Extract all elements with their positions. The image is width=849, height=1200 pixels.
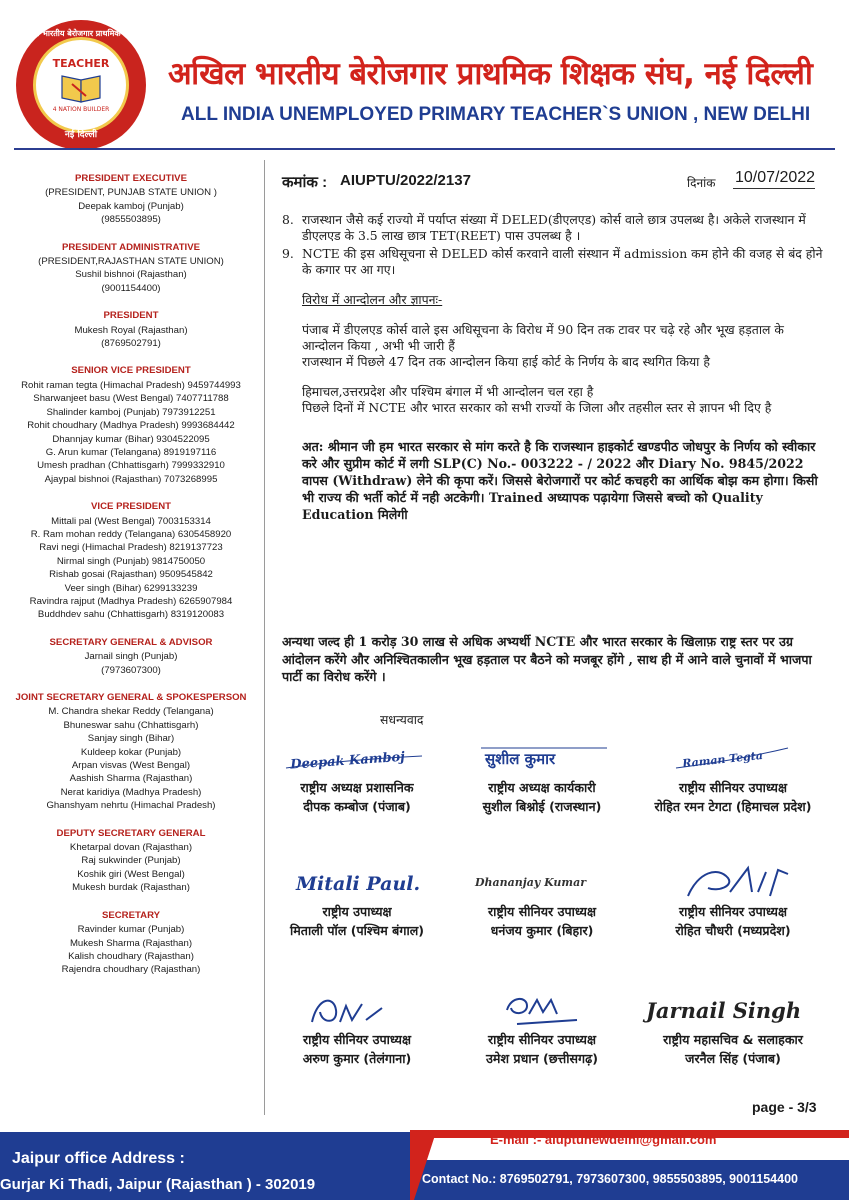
logo-tagline: 4 NATION BUILDER — [52, 106, 110, 113]
signatory-role: राष्ट्रीय उपाध्यक्ष — [322, 904, 392, 919]
member-line: Ravinder kumar (Punjab) — [77, 924, 185, 936]
section-vice-president — [0, 500, 262, 622]
signatory-name: धनंजय कुमार (बिहार) — [490, 923, 594, 938]
member-line: Nerat karidiya (Madhya Pradesh) — [60, 786, 202, 798]
signatory-role: राष्ट्रीय सीनियर उपाध्यक्ष — [679, 904, 787, 919]
member-line: Ravindra rajput (Madhya Pradesh) 6265907984 — [29, 595, 233, 607]
signature-image — [467, 738, 617, 778]
union-logo — [16, 20, 146, 150]
signature-scribble: Deepak Kamboj — [289, 749, 406, 773]
member-line: Rohit choudhary (Madhya Pradesh) 9993684442 — [27, 420, 235, 432]
signature-block — [633, 990, 833, 1068]
signatory-name: रोहित रमन टेगटा (हिमाचल प्रदेश) — [654, 799, 812, 814]
member-line: Aashish Sharma (Rajasthan) — [69, 773, 193, 785]
member-line: (PRESIDENT, PUNJAB STATE UNION ) — [45, 187, 217, 199]
footer-address-label: Jaipur office Address : — [12, 1150, 185, 1167]
paragraph-line: पिछले दिनों में NCTE और भारत सरकार को सभी राज्यों के जिला और तहसील स्तर से ज्ञापन भी दिए है — [302, 400, 772, 415]
signature-block — [633, 738, 833, 816]
point-number: 8. — [282, 212, 294, 227]
point-9 — [282, 246, 827, 278]
member-line: Nirmal singh (Punjab) 9814750050 — [56, 555, 206, 567]
member-line: Kuldeep kokar (Punjab) — [80, 746, 182, 758]
signatory-role: राष्ट्रीय सीनियर उपाध्यक्ष — [488, 1032, 596, 1047]
section-senior-vice-president — [0, 364, 262, 486]
signatory-name: जरनैल सिंह (पंजाब) — [685, 1051, 781, 1066]
signatory-role: राष्ट्रीय सीनियर उपाध्यक्ष — [679, 780, 787, 795]
signatory-role: राष्ट्रीय अध्यक्ष प्रशासनिक — [300, 780, 414, 795]
signature-image — [638, 990, 828, 1030]
signature-block — [262, 738, 452, 816]
footer-address: Gurjar Ki Thadi, Jaipur (Rajasthan ) - 302019 — [0, 1176, 316, 1193]
section-joint-secretary — [0, 691, 262, 813]
point-8 — [282, 212, 827, 244]
footer-contact-numbers: Contact No.: 8769502791, 7973607300, 9855503895, 9001154400 — [422, 1172, 798, 1186]
date-label: दिनांक — [687, 176, 716, 190]
member-line: Arpan visvas (West Bengal) — [71, 760, 191, 772]
member-line: Sharwanjeet basu (West Bengal) 7407711788 — [33, 393, 229, 405]
section-title: JOINT SECRETARY GENERAL & SPOKESPERSON — [15, 692, 247, 703]
member-line: Rishab gosai (Rajasthan) 9509545842 — [49, 569, 213, 581]
member-line: Shalinder kamboj (Punjab) 7973912251 — [46, 406, 216, 418]
logo-top-text: अखिल भारतीय बेरोजगार प्राथमिक शिक्षक संघ — [19, 29, 143, 49]
signatory-name: रोहित चौधरी (मध्यप्रदेश) — [675, 923, 791, 938]
signature-scribble: सुशील कुमार — [485, 750, 556, 768]
paragraph-line: राजस्थान में पिछले 47 दिन तक आन्दोलन किया हाई कोर्ट के निर्णय के बाद स्थगित किया है — [302, 354, 710, 369]
member-line: G. Arun kumar (Telangana) 8919197116 — [45, 446, 217, 458]
section-title: VICE PRESIDENT — [91, 501, 171, 513]
signatory-role: राष्ट्रीय सीनियर उपाध्यक्ष — [303, 1032, 411, 1047]
member-line: Bhuneswar sahu (Chhattisgarh) — [63, 719, 199, 731]
signature-scribble: Raman Tegta — [681, 748, 764, 771]
org-title-hindi: अखिल भारतीय बेरोजगार प्राथमिक शिक्षक संघ, नई दिल्ली — [168, 56, 813, 92]
member-line: Veer singh (Bihar) 6299133239 — [64, 582, 198, 594]
signature-block — [262, 990, 452, 1068]
date-underline — [733, 188, 815, 189]
signatory-role: राष्ट्रीय सीनियर उपाध्यक्ष — [488, 904, 596, 919]
protest-paragraph-1 — [302, 322, 827, 370]
signature-image — [467, 990, 617, 1030]
signature-scribble: Mitali Paul. — [296, 873, 421, 895]
signatory-name: दीपक कम्बोज (पंजाब) — [303, 799, 411, 814]
member-line: Sanjay singh (Bihar) — [87, 733, 175, 745]
section-title: SENIOR VICE PRESIDENT — [71, 365, 191, 377]
signature-image — [658, 738, 808, 778]
section-president — [0, 309, 262, 350]
section-president-executive — [0, 172, 262, 227]
protest-paragraph-2 — [302, 384, 827, 416]
signature-block — [447, 862, 637, 940]
point-text: NCTE की इस अधिसूचना से DELED कोर्स करवाने वाली संस्थान में admission कम होने की वजह से बंद होने के कगार पर आ गए। — [302, 246, 823, 277]
header-divider — [14, 148, 835, 150]
signature-image — [467, 862, 617, 902]
section-title: SECRETARY GENERAL & ADVISOR — [49, 636, 213, 648]
point-number: 9. — [282, 246, 294, 261]
member-line: (9001154400) — [101, 282, 161, 294]
footer-email[interactable]: E-mail :- aiuptunewdelhi@gmail.com — [490, 1132, 717, 1147]
member-line: R. Ram mohan reddy (Telangana) 6305458920 — [30, 528, 232, 540]
logo-word: TEACHER — [52, 57, 110, 70]
member-line: (8769502791) — [101, 338, 161, 350]
signatory-name: उमेश प्रधान (छत्तीसगढ़) — [486, 1051, 598, 1066]
signatory-name: मिताली पॉल (पश्चिम बंगाल) — [289, 923, 425, 938]
logo-bottom-text: नई दिल्ली — [64, 130, 98, 140]
section-president-administrative — [0, 241, 262, 296]
demand-paragraph: अत: श्रीमान जी हम भारत सरकार से मांग करते है कि राजस्थान हाइकोर्ट खण्डपीठ जोधपुर के निर्णय को स्वीकार करे और सुप्रीम कोर्ट में लगी SLP(C) No.- 003222 - / 2022 और Diary No. 9845/2022 वापस (Withdraw) लेने की कृपा करें। जिससे बेरोजगारों पर कोर्ट कचहरी का आर्थिक बोझ कम होगा। किसी भी राज्य की भर्ती कोर्ट में नही अटकेगी। Trained अध्यापक पढ़ायेगा जिससे बच्चो को Quality Education मिलेगी — [302, 439, 818, 522]
member-line: Buddhdev sahu (Chhattisgarh) 8319120083 — [37, 609, 225, 621]
member-line: Ravi negi (Himachal Pradesh) 8219137723 — [39, 542, 223, 554]
member-line: Mukesh Royal (Rajasthan) — [74, 324, 188, 336]
section-title: SECRETARY — [101, 909, 161, 921]
member-line: Mukesh burdak (Rajasthan) — [72, 882, 190, 894]
signature-image — [282, 738, 432, 778]
member-line: Koshik giri (West Bengal) — [77, 868, 185, 880]
section-title: PRESIDENT EXECUTIVE — [75, 173, 187, 184]
member-line: Ajaypal bishnoi (Rajasthan) 7073268995 — [44, 473, 218, 485]
signature-scribble: Jarnail Singh — [646, 998, 802, 1023]
sidebar-divider — [264, 160, 265, 1115]
member-line: Khetarpal dovan (Rajasthan) — [69, 842, 193, 854]
signature-block — [262, 862, 452, 940]
member-line: Mukesh Sharma (Rajasthan) — [69, 937, 193, 949]
member-line: Mittali pal (West Bengal) 7003153314 — [51, 515, 211, 527]
reference-label: कमांक : — [282, 174, 328, 191]
signature-image — [282, 862, 432, 902]
signatory-name: अरुण कुमार (तेलंगाना) — [302, 1051, 412, 1066]
footer-contact-area — [410, 1120, 849, 1200]
member-line: Rohit raman tegta (Himachal Pradesh) 9459744993 — [21, 379, 241, 391]
section-secretary-general — [0, 636, 262, 677]
member-line: Rajendra choudhary (Rajasthan) — [61, 964, 201, 976]
org-title-english: ALL INDIA UNEMPLOYED PRIMARY TEACHER`S UNION , NEW DELHI — [181, 104, 811, 125]
member-line: Umesh pradhan (Chhattisgarh) 7999332910 — [37, 460, 225, 472]
signature-block — [633, 862, 833, 940]
signature-block — [447, 738, 637, 816]
section-deputy-secretary — [0, 827, 262, 895]
logo-emblem — [33, 37, 129, 133]
reference-number: AIUPTU/2022/2137 — [340, 172, 471, 189]
member-line: Kalish choudhary (Rajasthan) — [68, 950, 194, 962]
member-line: Jarnail singh (Punjab) — [84, 651, 178, 663]
section-title: PRESIDENT — [103, 310, 159, 322]
office-bearers-sidebar — [0, 172, 262, 991]
open-book-icon — [58, 74, 104, 104]
member-line: Dhannjay kumar (Bihar) 9304522095 — [52, 433, 210, 445]
section-secretary — [0, 909, 262, 977]
member-line: Deepak kamboj (Punjab) — [78, 200, 184, 212]
date-value: 10/07/2022 — [735, 169, 816, 186]
footer-address-area — [0, 1132, 410, 1200]
signatory-role: राष्ट्रीय अध्यक्ष कार्यकारी — [488, 780, 596, 795]
point-text: राजस्थान जैसे कई राज्यो में पर्याप्त संख्या में DELED(डीएलएड) कोर्स वाले छात्र उपलब्ध है। अकेले राजस्थान में डीएलएड के 3.5 लाख छात्र TET(REET) पास उपलब्ध है । — [302, 212, 806, 243]
member-line: (7973607300) — [101, 664, 161, 676]
page-number: page - 3/3 — [752, 1099, 817, 1115]
signatory-role: राष्ट्रीय महासचिव & सलाहकार — [663, 1032, 803, 1047]
member-line: Sushil bishnoi (Rajasthan) — [75, 269, 187, 281]
footer — [0, 1120, 849, 1200]
section-title: PRESIDENT ADMINISTRATIVE — [61, 241, 201, 253]
section-title: DEPUTY SECRETARY GENERAL — [56, 827, 206, 839]
warning-paragraph: अन्यथा जल्द ही 1 करोड़ 30 लाख से अधिक अभ्यर्थी NCTE और भारत सरकार के खिलाफ़ राष्ट्र स्तर पर उग्र आंदोलन करेंगे और अनिश्चितकालीन भूख हड़ताल पर बैठने को मजबूर होंगे , साथ ही में आने वाले चुनावों में भाजपा पार्टी का विरोध करेंगे । — [282, 634, 812, 684]
member-line: (PRESIDENT,RAJASTHAN STATE UNION) — [38, 256, 224, 268]
signature-image — [658, 862, 808, 902]
signature-image — [282, 990, 432, 1030]
signature-scribble: Dhananjay Kumar — [475, 876, 586, 889]
member-line: M. Chandra shekar Reddy (Telangana) — [48, 706, 214, 718]
paragraph-line: पंजाब में डीएलएड कोर्स वाले इस अधिसूचना के विरोध में 90 दिन तक टावर पर चढ़े रहे और भूख हड़ताल के आन्दोलन किया , अभी भी जारी हैं — [302, 322, 784, 353]
signatory-name: सुशील बिश्नोई (राजस्थान) — [482, 799, 602, 814]
letter-body — [282, 212, 827, 523]
signature-block — [447, 990, 637, 1068]
member-line: Ghanshyam nehrtu (Himachal Pradesh) — [46, 800, 216, 812]
member-line: (9855503895) — [101, 214, 161, 226]
paragraph-line: हिमाचल,उत्तरप्रदेश और पश्चिम बंगाल में भी आन्दोलन चल रहा है — [302, 384, 594, 399]
protest-heading: विरोध में आन्दोलन और ज्ञापनः- — [302, 292, 443, 307]
thanks-text: सधन्यवाद — [380, 712, 424, 727]
member-line: Raj sukwinder (Punjab) — [81, 855, 181, 867]
